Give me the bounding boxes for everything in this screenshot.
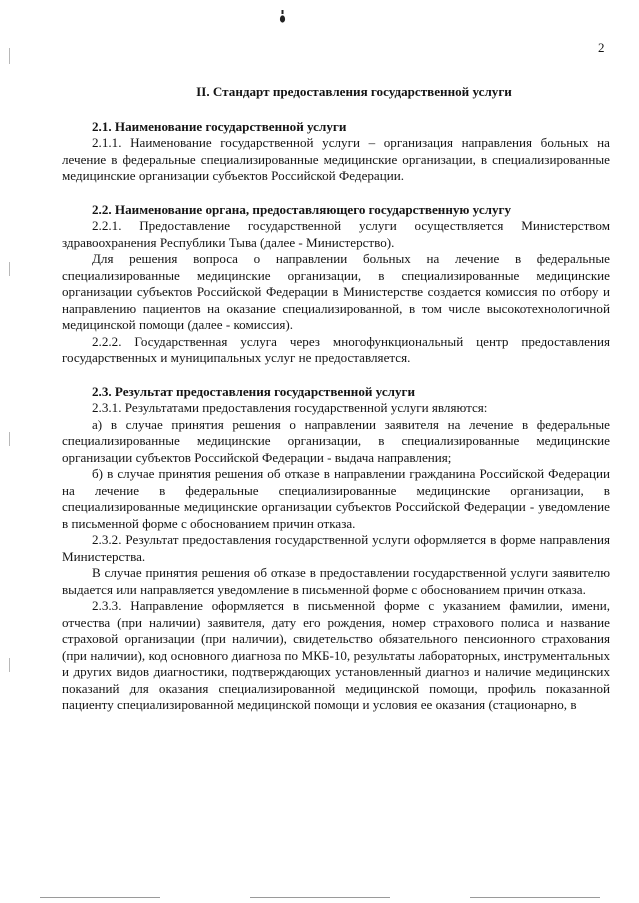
subsection-heading: 2.3. Результат предоставления государственной услуги [92,383,416,399]
list-item: а) в случае принятия решения о направлении заявителя на лечение в федеральные специализированные медицинские организации, в специализированные медицинские организации субъектов Российской Федерации - выдача направления; [62,416,610,465]
scan-edge-mark [9,658,10,672]
scan-edge-mark [9,48,10,64]
section-title: II. Стандарт предоставления государственной услуги [196,84,512,99]
scan-edge-mark [470,897,600,898]
paragraph: 2.1.1. Наименование государственной услуги – организация направления больных на лечение в федеральные специализированные медицинские организации, в специализированные медицинские организации субъектов Российской Федерации. [62,135,610,183]
paragraph: 2.3.2. Результат предоставления государственной услуги оформляется в форме направления Министерства. [62,532,610,564]
subsection-heading: 2.2. Наименование органа, предоставляющего государственную услугу [92,201,512,217]
paragraph: 2.3.3. Направление оформляется в письменной форме с указанием фамилии, имени, отчества (при наличии) заявителя, дату его рождения, номер страхового полиса и название страховой организации (при наличии), свидетельство обязательного пенсионного страхования (при наличии), код основного диагноза по МКБ-10, результаты лабораторных, инструментальных и других видов диагностики, подтверждающих установленный диагноз и наличие медицинских показаний для оказания специализированной медицинской помощи, профиль показанной пациенту специализированной медицинской помощи и условия ее оказания (стационарно, в [62,598,610,712]
page-number: 2 [598,40,605,55]
list-item: б) в случае принятия решения об отказе в направлении гражданина Российской Федерации на лечение в федеральные специализированные медицинские организации, в специализированные медицинские организации субъектов Российской Федерации - уведомление в письменной форме с обоснованием причин отказа. [62,466,610,531]
scan-edge-mark [250,897,390,898]
document-body [62,84,610,714]
paragraph: 2.3.1. Результатами предоставления государственной услуги являются: [92,400,488,415]
subsection-heading: 2.1. Наименование государственной услуги [92,118,347,134]
paragraph: 2.2.1. Предоставление государственной услуги осуществляется Министерством здравоохранения Республики Тыва (далее - Министерство). [62,218,610,250]
scan-edge-mark [9,262,10,276]
scan-edge-mark [40,897,160,898]
paragraph: Для решения вопроса о направлении больных на лечение в федеральные специализированные медицинские организации, в специализированные медицинские организации субъектов Российской Федерации в Министерстве создается комиссия по отбору и направлению пациентов на оказание специализированной, в том числе высокотехнологичной медицинской помощи (далее - комиссия). [62,251,610,332]
scan-mark [279,10,286,23]
paragraph: 2.2.2. Государственная услуга через многофункциональный центр предоставления государственных и муниципальных услуг не предоставляется. [62,333,610,365]
paragraph: В случае принятия решения об отказе в предоставлении государственной услуги заявителю выдается или направляется уведомление в письменной форме с обоснованием причин отказа. [62,565,610,597]
scan-edge-mark [9,432,10,446]
